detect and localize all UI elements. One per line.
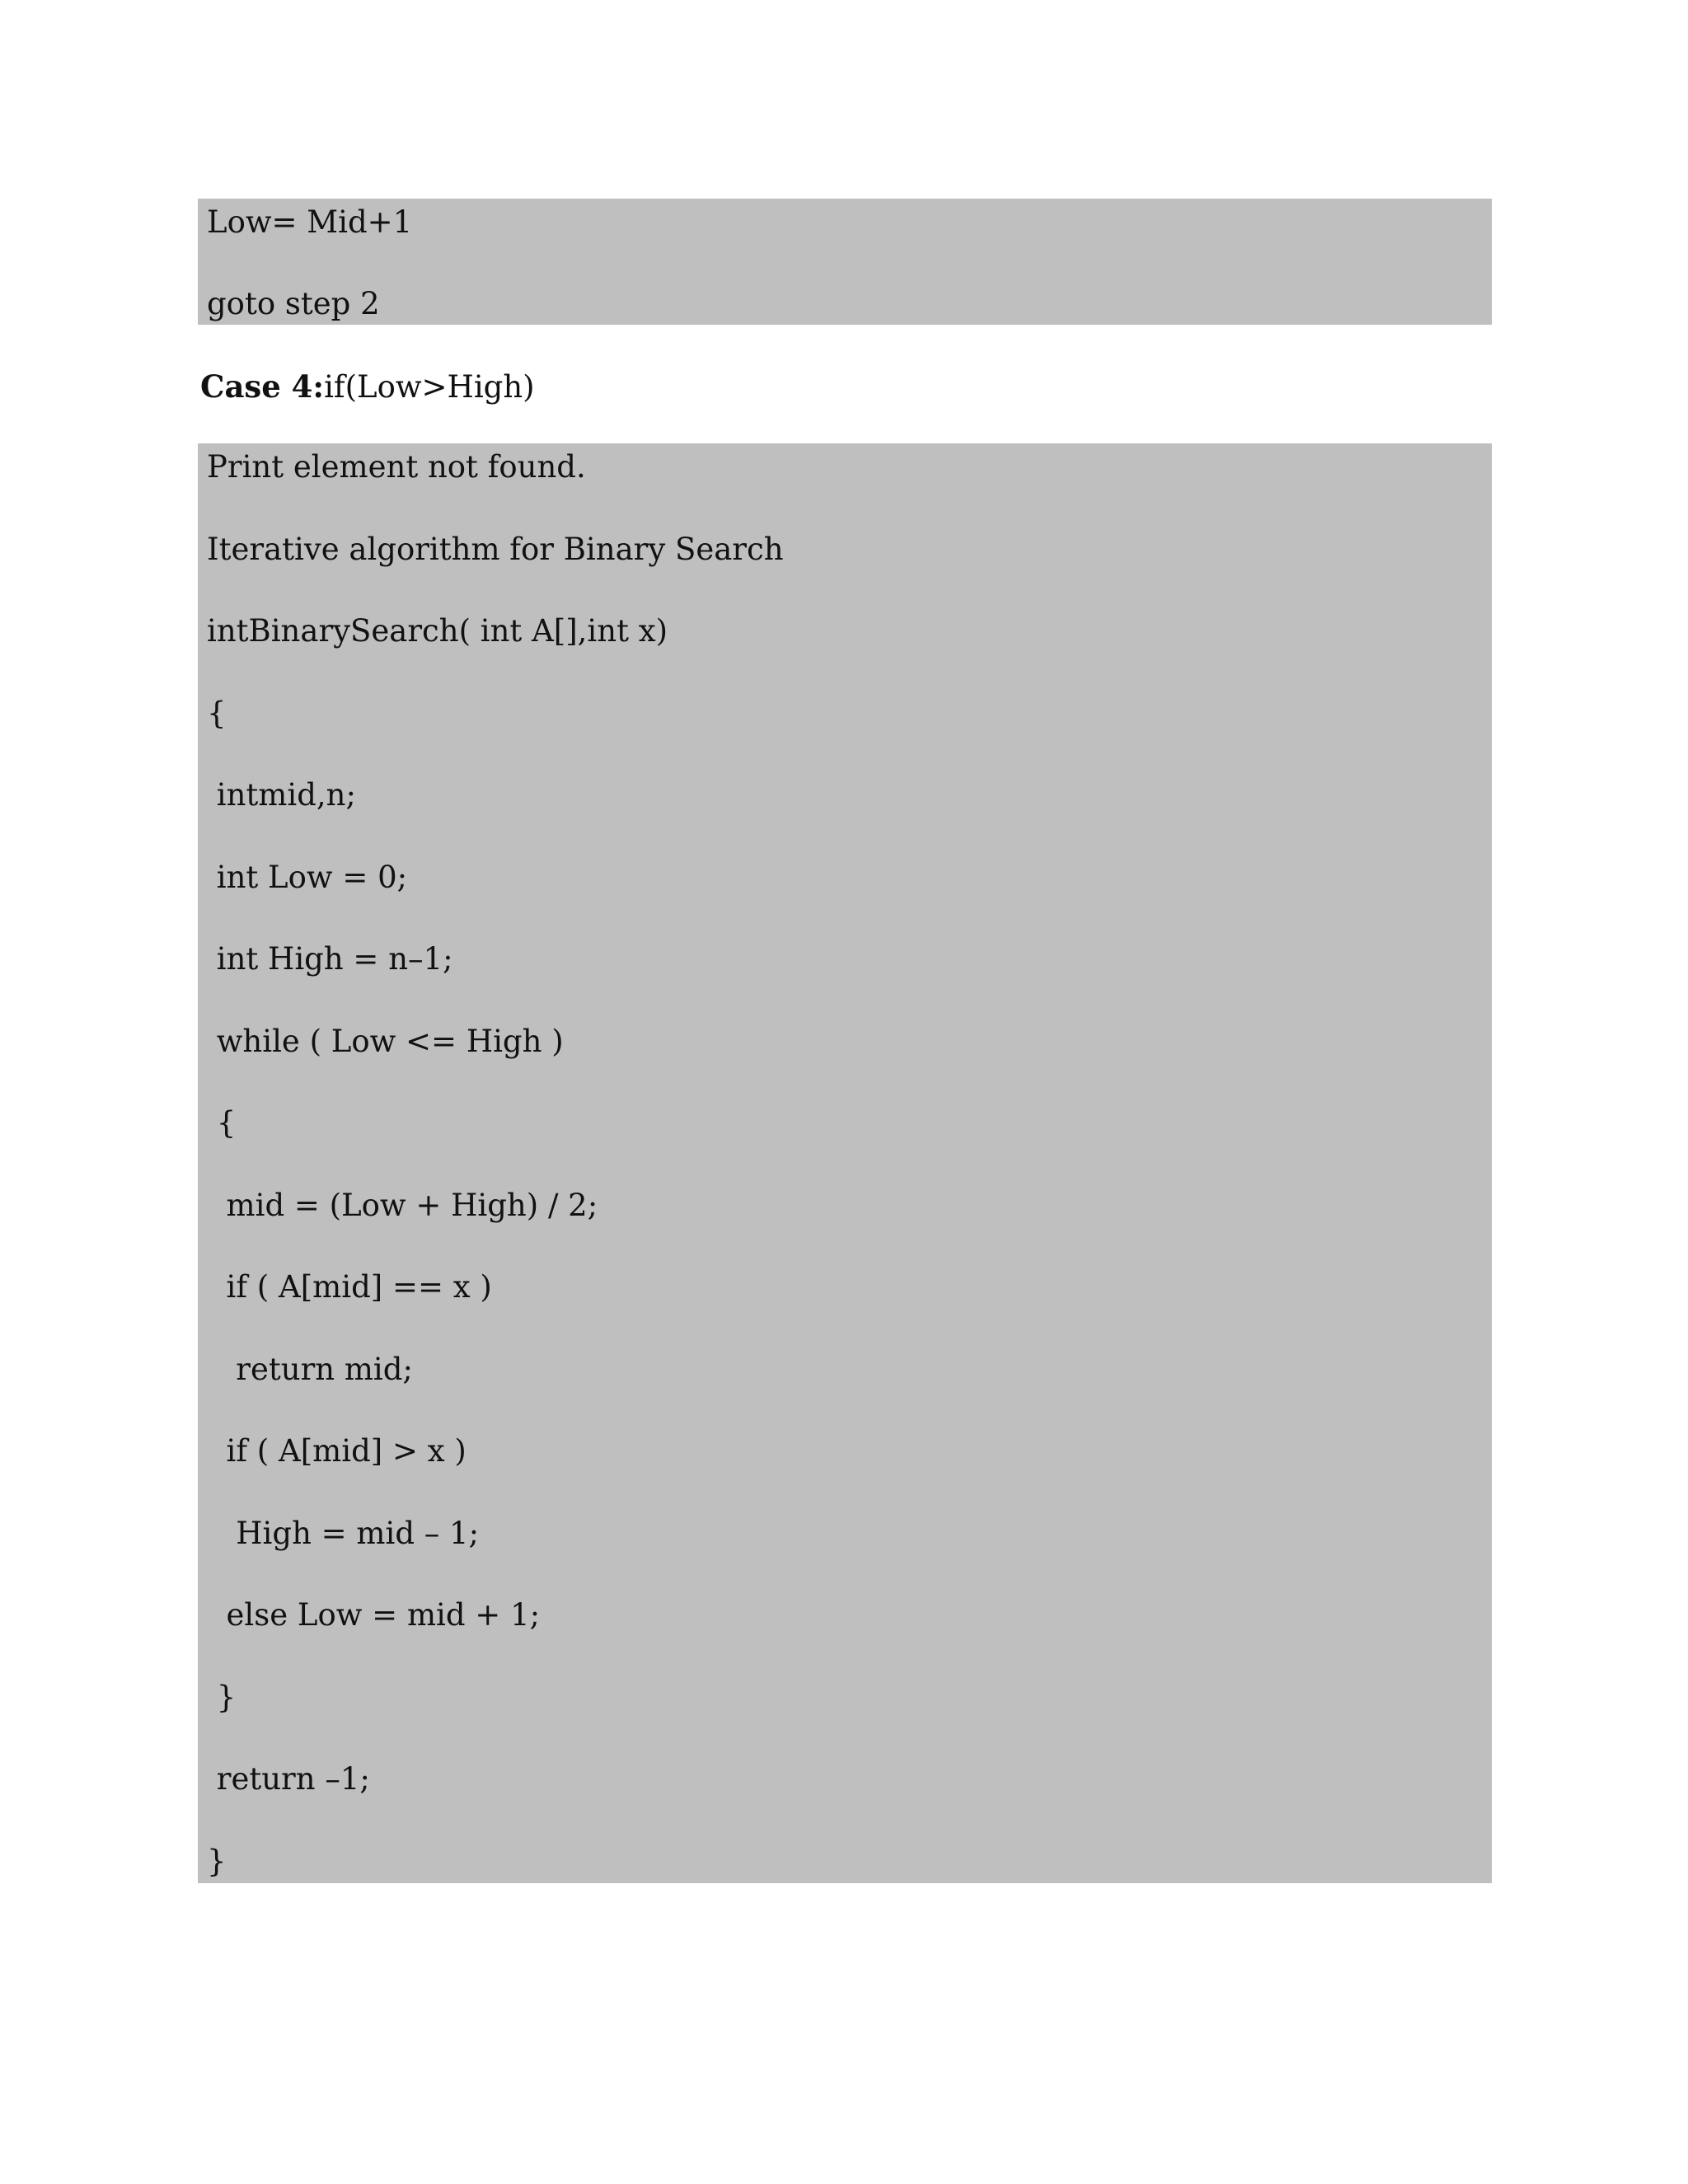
code-line: int High = n–1; <box>207 941 453 977</box>
text-line: Low= Mid+1 <box>207 204 413 240</box>
shaded-code-block <box>198 443 1492 1883</box>
text-line: Print element not found. <box>207 449 586 485</box>
code-line: int Low = 0; <box>207 860 408 895</box>
code-line: mid = (Low + High) / 2; <box>207 1188 598 1223</box>
code-line: return –1; <box>207 1761 370 1797</box>
case-condition: if(Low>High) <box>324 369 535 405</box>
case-heading <box>200 368 535 405</box>
case-label: Case 4: <box>200 368 325 405</box>
code-line: { <box>207 1105 237 1141</box>
text-line: goto step 2 <box>207 286 380 321</box>
code-line: intmid,n; <box>207 777 356 813</box>
code-line: while ( Low <= High ) <box>207 1024 564 1059</box>
code-line: if ( A[mid] > x ) <box>207 1433 467 1469</box>
code-line: High = mid – 1; <box>207 1516 480 1551</box>
code-line: { <box>207 696 227 731</box>
code-line: } <box>207 1680 237 1715</box>
code-line: return mid; <box>207 1352 413 1387</box>
code-line: if ( A[mid] == x ) <box>207 1269 492 1305</box>
text-line: Iterative algorithm for Binary Search <box>207 532 784 567</box>
code-line: intBinarySearch( int A[],int x) <box>207 613 668 649</box>
code-line: else Low = mid + 1; <box>207 1597 541 1633</box>
code-line: } <box>207 1844 227 1879</box>
